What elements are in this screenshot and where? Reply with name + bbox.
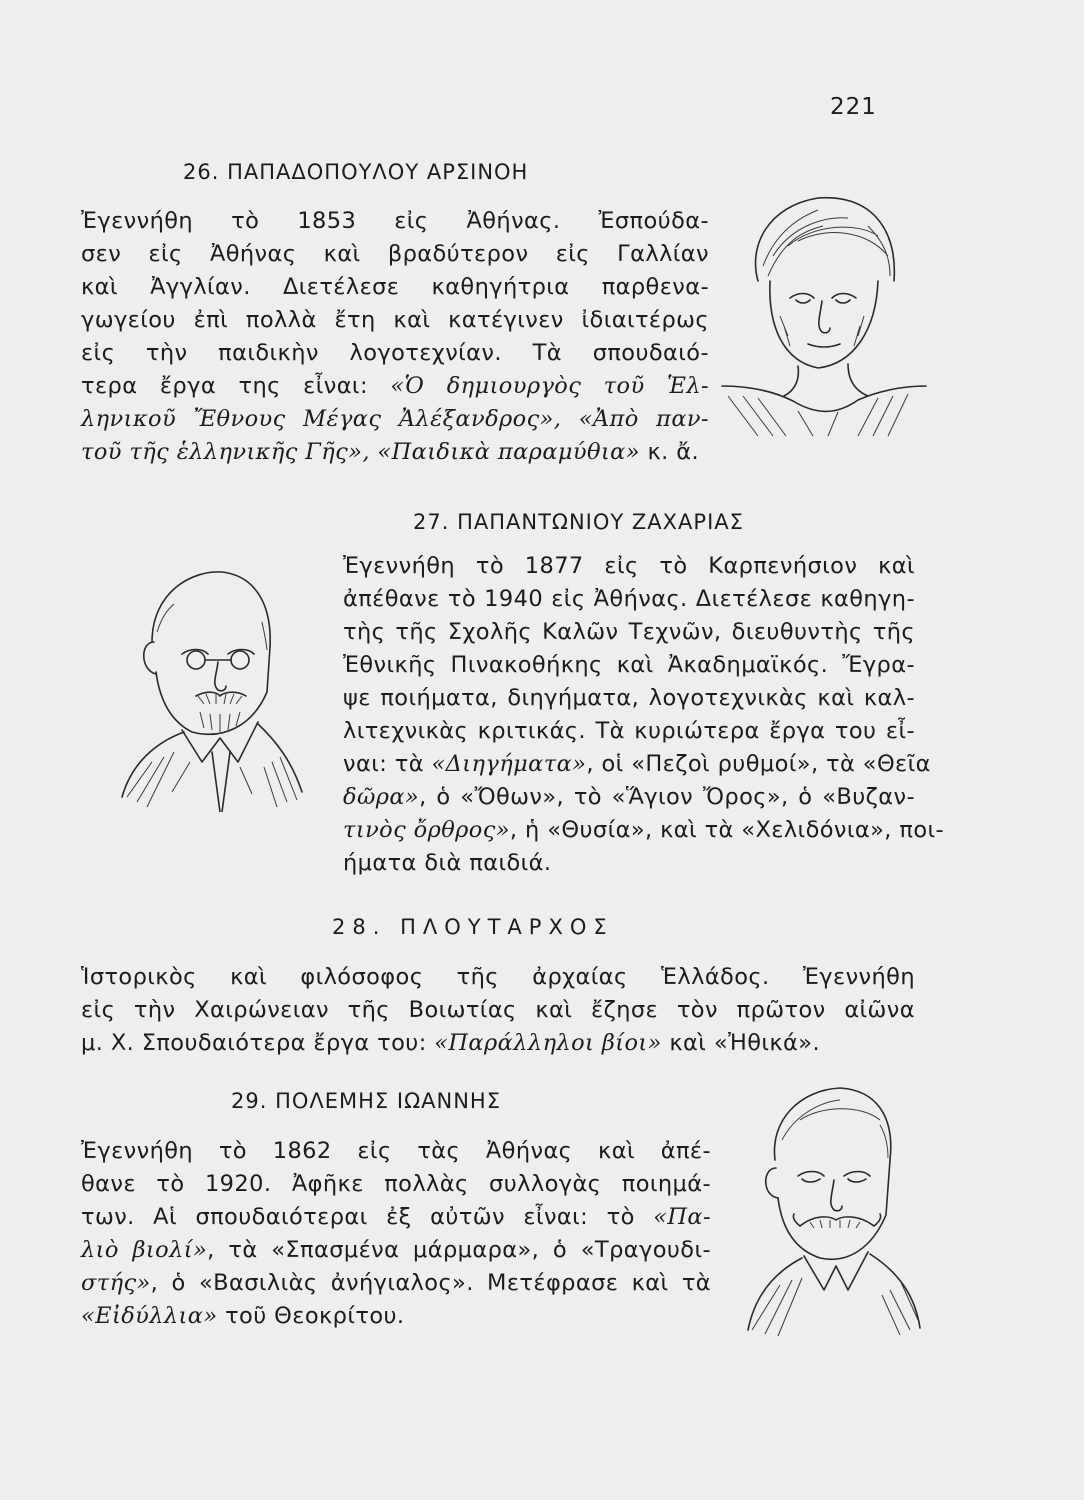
text-line	[81, 370, 709, 403]
text-run: Ἱστορικὸς καὶ φιλόσοφος τῆς ἀρχαίας Ἑλλάδος. Ἐγεννήθη	[81, 964, 915, 990]
text-run: μ. Χ. Σπουδαιότερα ἔργα του:	[81, 1030, 435, 1056]
text-run: τερα ἔργα της εἶναι:	[81, 373, 391, 399]
text-line	[343, 748, 931, 781]
text-line	[343, 616, 915, 649]
text-line	[81, 403, 709, 436]
text-line	[81, 1234, 711, 1267]
text-line	[81, 304, 709, 337]
entry-text-29	[81, 1135, 711, 1333]
text-line	[81, 1027, 915, 1060]
text-line	[81, 1168, 711, 1201]
entry-heading-28: 28. ΠΛΟΥΤΑΡΧΟΣ	[332, 915, 614, 939]
text-run: , ὁ «Ὄθων», τὸ «Ἅγιον Ὄρος», ὁ «Βυζαν-	[419, 784, 915, 810]
text-line	[81, 1201, 711, 1234]
entry-heading-29: 29. ΠΟΛΕΜΗΣ ΙΩΑΝΝΗΣ	[231, 1089, 501, 1113]
text-run: εἰς τὴν Χαιρώνειαν τῆς Βοιωτίας καὶ ἔζησε τὸν πρῶτον αἰῶνα	[81, 997, 915, 1023]
italic-title: στής»	[81, 1270, 151, 1296]
text-run: ναι: τὰ	[343, 751, 432, 777]
italic-title: «Εἰδύλλια»	[81, 1303, 218, 1329]
entry-text-26	[81, 205, 709, 469]
text-run: , τὰ «Σπασμένα μάρμαρα», ὁ «Τραγουδι-	[207, 1237, 711, 1263]
portrait-polemis-ioannis	[740, 1080, 925, 1340]
text-run: ήματα διὰ παιδιά.	[343, 850, 552, 876]
text-line	[81, 961, 915, 994]
text-run: , οἱ «Πεζοὶ ρυθμοί», τὰ «Θεῖα	[586, 751, 931, 777]
text-line	[343, 583, 915, 616]
italic-title: «Πα-	[653, 1204, 711, 1230]
text-line	[81, 337, 709, 370]
text-run: Ἐθνικῆς Πινακοθήκης καὶ Ἀκαδημαϊκός. Ἔγρα-	[343, 652, 915, 678]
italic-title: δῶρα»	[343, 784, 420, 810]
text-line	[81, 1267, 711, 1300]
entry-heading-27: 27. ΠΑΠΑΝΤΩΝΙΟΥ ΖΑΧΑΡΙΑΣ	[413, 510, 744, 534]
text-line	[81, 205, 709, 238]
text-run: τὴς τῆς Σχολῆς Καλῶν Τεχνῶν, διευθυντὴς τῆς	[343, 619, 915, 645]
text-line	[343, 847, 915, 880]
text-run: , ὁ «Βασιλιὰς ἀνήγιαλος». Μετέφρασε καὶ τὰ	[150, 1270, 711, 1296]
text-run: Ἐγεννήθη τὸ 1862 εἰς τὰς Ἀθήνας καὶ ἀπέ-	[81, 1138, 711, 1164]
text-line	[343, 550, 915, 583]
text-run: τοῦ Θεοκρίτου.	[217, 1303, 405, 1329]
text-run: εἰς τὴν παιδικὴν λογοτεχνίαν. Τὰ σπουδαιό-	[81, 340, 709, 366]
italic-title: «Παράλληλοι βίοι»	[434, 1030, 662, 1056]
text-run: ψε ποιήματα, διηγήματα, λογοτεχνικὰς καὶ καλ-	[343, 685, 915, 711]
text-line	[81, 1135, 711, 1168]
text-line	[343, 649, 915, 682]
text-run: καὶ «Ἠθικά».	[661, 1030, 821, 1056]
text-run: θανε τὸ 1920. Ἀφῆκε πολλὰς συλλογὰς ποιημά-	[81, 1171, 711, 1197]
text-line	[81, 1300, 711, 1333]
portrait-papantoniou-zacharias	[112, 562, 312, 812]
text-line	[343, 781, 915, 814]
text-run: ἀπέθανε τὸ 1940 εἰς Ἀθήνας. Διετέλεσε καθηγη-	[343, 586, 915, 612]
text-run: Ἐγεννήθη τὸ 1853 εἰς Ἀθήνας. Ἐσπούδα-	[81, 208, 709, 234]
entry-text-27	[343, 550, 945, 880]
portrait-papadopoulou-arsinoi	[718, 186, 928, 441]
text-line	[81, 271, 709, 304]
italic-title: τινὸς ὄρθρος»	[343, 817, 510, 843]
text-run: λιτεχνικὰς κριτικάς. Τὰ κυριώτερα ἔργα του εἶ-	[343, 718, 915, 744]
text-line	[343, 715, 915, 748]
italic-title: «Διηγήματα»	[431, 751, 587, 777]
text-line	[81, 994, 915, 1027]
italic-title: ληνικοῦ Ἔθνους Μέγας Ἀλέξανδρος», «Ἀπὸ παν-	[81, 406, 709, 432]
italic-title: «Ὁ δημιουργὸς τοῦ Ἑλ-	[390, 373, 709, 399]
text-run: Ἐγεννήθη τὸ 1877 εἰς τὸ Καρπενήσιον καὶ	[343, 553, 915, 579]
page-number: 221	[830, 94, 877, 120]
text-run: καὶ Ἀγγλίαν. Διετέλεσε καθηγήτρια παρθενα-	[81, 274, 709, 300]
entry-text-28	[81, 961, 915, 1060]
text-line	[81, 436, 709, 469]
text-run: των. Αἱ σπουδαιότεραι ἐξ αὐτῶν εἶναι: τὸ	[81, 1204, 654, 1230]
text-line	[343, 814, 945, 847]
text-run: σεν εἰς Ἀθήνας καὶ βραδύτερον εἰς Γαλλίαν	[81, 241, 709, 267]
italic-title: τοῦ τῆς ἑλληνικῆς Γῆς», «Παιδικὰ παραμύθια»	[81, 439, 640, 465]
text-line	[81, 238, 709, 271]
text-run: γωγείου ἐπὶ πολλὰ ἔτη καὶ κατέγινεν ἰδιαιτέρως	[81, 307, 709, 333]
text-run: , ἡ «Θυσία», καὶ τὰ «Χελιδόνια», ποι-	[509, 817, 945, 843]
text-run: κ. ἄ.	[639, 439, 700, 465]
italic-title: λιὸ βιολί»	[81, 1237, 208, 1263]
entry-heading-26: 26. ΠΑΠΑΔΟΠΟΥΛΟΥ ΑΡΣΙΝΟΗ	[183, 160, 529, 184]
text-line	[343, 682, 915, 715]
